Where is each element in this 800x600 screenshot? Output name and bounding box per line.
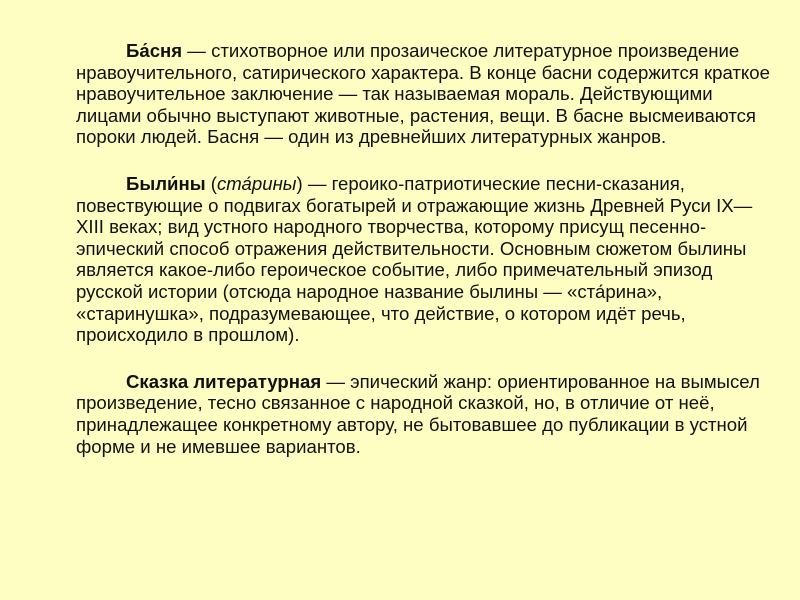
paren-open: ( <box>205 172 217 194</box>
paragraph-skazka <box>76 371 776 457</box>
term-byliny: Были́ны <box>126 172 206 194</box>
definition-skazka: — эпический жанр: ориентированное на вымысел произведение, тесно связанное с народной сказкой, но, в отличие от неё, принадлежащее конкретному автору, не бытовавшее до публикации в устной форме и не имевшее вариантов. <box>76 370 760 457</box>
definition-basnya: — стихотворное или прозаическое литературное произведение нравоучительного, сатирического характера. В конце басни содержится краткое нравоучительное заключение — так называемая мораль. Действующими лицами обычно выступают животные, растения, вещи. В басне высмеиваются пороки людей. Басня — один из древнейших литературных жанров. <box>76 40 770 148</box>
paragraph-basnya <box>76 40 776 148</box>
definition-byliny: ) — героико-патриотические песни-сказания, повествующие о подвигах богатырей и отражающие жизнь Древней Руси IX—XIII веках; вид устного народного творчества, которому присущ песенно-эпический способ отражения действительности. Основным сюжетом былины является какое-либо героическое событие, либо примечательный эпизод русской истории (отсюда народное название былины — «ста́рина», «старинушка», подразумевающее, что действие, о котором идёт речь, происходило в прошлом). <box>76 172 753 346</box>
term-skazka: Сказка литературная <box>126 370 322 392</box>
paragraph-byliny <box>76 173 776 346</box>
term-byliny-alt: ста́рины <box>216 172 297 194</box>
text-content <box>76 40 776 482</box>
term-basnya: Ба́сня <box>126 40 183 61</box>
